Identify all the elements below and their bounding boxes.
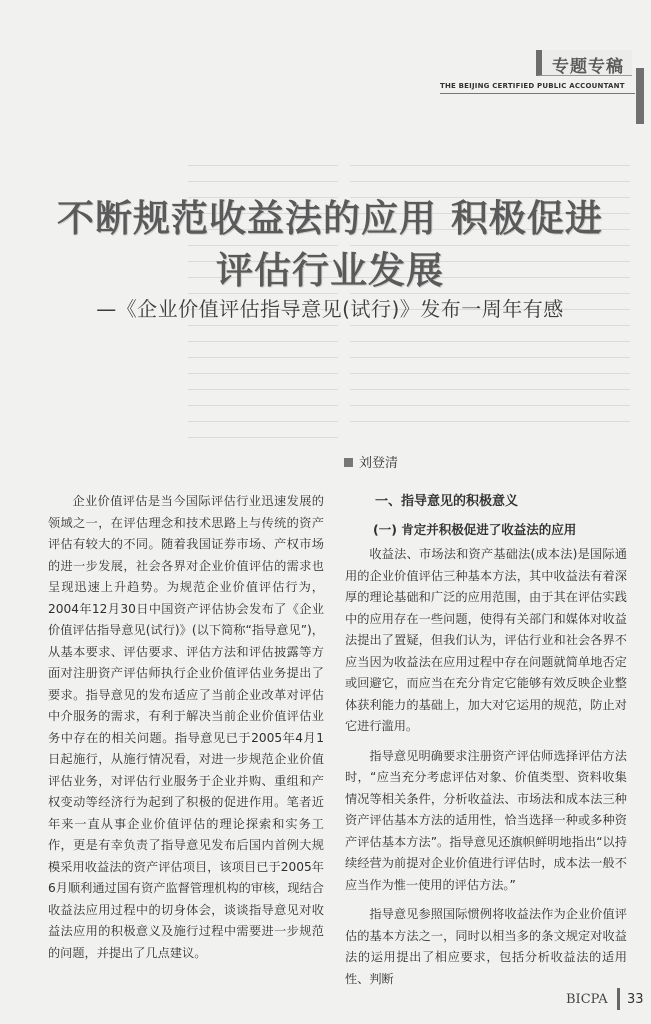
section-heading: 一、指导意见的积极意义 — [375, 494, 519, 509]
publication-name: THE BEIJING CERTIFIED PUBLIC ACCOUNTANT — [440, 82, 625, 90]
author-byline — [344, 452, 398, 471]
header-divider — [440, 93, 635, 94]
article-title-line2: 评估行业发展 — [216, 249, 444, 292]
body-paragraph-3: 指导意见参照国际惯例将收益法作为企业价值评估的基本方法之一，同时以相当多的条文规定对收益法的运用提出了相应要求，包括分析收益法的适用性、判断 — [345, 907, 627, 986]
footer-divider — [617, 988, 620, 1010]
article-title-line1: 不断规范收益法的应用 积极促进 — [57, 197, 603, 240]
body-paragraph-1: 收益法、市场法和资产基础法(成本法)是国际通用的企业价值评估三种基本方法，其中收益法有着深厚的理论基础和广泛的应用范围，由于其在评估实践中的应用存在一些问题，使得有关部门和媒体对收益法提出了置疑，但我们认为，评估行业和社会各界不应当因为收益法在应用过程中存在问题就简单地否定或回避它，而应当在充分肯定它能够有效反映企业整体获利能力的基础上，加大对它运用的规范，防止对它进行滥用。 — [345, 547, 627, 733]
footer-brand: BICPA — [566, 992, 608, 1007]
page-number: 33 — [627, 992, 644, 1007]
subsection-heading: (一) 肯定并积极促进了收益法的应用 — [373, 522, 577, 537]
intro-paragraph: 企业价值评估是当今国际评估行业迅速发展的领域之一，在评估理念和技术思路上与传统的资产评估有较大的不同。随着我国证券市场、产权市场的进一步发展，社会各界对企业价值评估的需求也呈现迅速上升趋势。为规范企业价值评估行为，2004年12月30日中国资产评估协会发布了《企业价值评估指导意见(试行)》(以下简称“指导意见”)，从基本要求、评估要求、评估方法和评估披露等方面对注册资产评估师执行企业价值评估业务提出了要求。指导意见的发布适应了当前企业改革对评估中介服务的需求，有利于解决当前企业价值评估业务中存在的相关问题。指导意见已于2005年4月1日起施行，从施行情况看，对进一步规范企业价值评估业务，对评估行业服务于企业并购、重组和产权变动等经济行为起到了积极的促进作用。笔者近年来一直从事企业价值评估的理论探索和实务工作，更是有幸负责了指导意见发布后国内首例大规模采用收益法的资产评估项目，该项目已于2005年6月顺利通过国有资产监督管理机构的审核，现结合收益法应用过程中的切身体会，谈谈指导意见对收益法应用的积极意义及施行过程中需要进一步规范的问题，并提出了几点建议。 — [48, 494, 324, 960]
left-column — [48, 491, 324, 964]
header-edge-bar — [636, 68, 644, 124]
author-name: 刘登清 — [359, 456, 399, 471]
square-bullet-icon — [344, 458, 353, 467]
section-tag — [536, 50, 632, 76]
body-paragraph-2: 指导意见明确要求注册资产评估师选择评估方法时，“应当充分考虑评估对象、价值类型、资料收集情况等相关条件，分析收益法、市场法和成本法三种资产评估基本方法的适用性，恰当选择一种或多种资产评估基本方法”。指导意见还旗帜鲜明地指出“以持续经营为前提对企业价值进行评估时，成本法一般不应当作为惟一使用的评估方法。” — [345, 748, 627, 892]
right-column — [345, 492, 627, 990]
article-subtitle: —《企业价值评估指导意见(试行)》发布一周年有感 — [96, 297, 564, 321]
section-tag-label: 专题专稿 — [552, 57, 624, 77]
